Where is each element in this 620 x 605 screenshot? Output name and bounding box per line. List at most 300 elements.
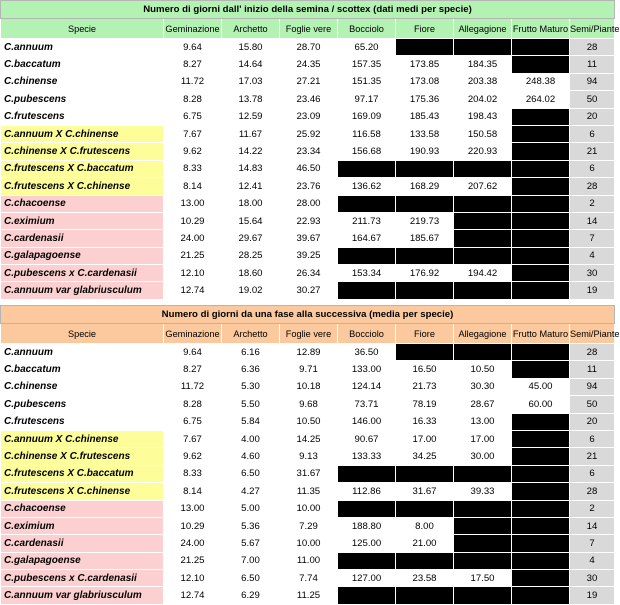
value-cell: 19.02 — [222, 282, 280, 299]
value-cell: 28.70 — [280, 39, 338, 56]
species-name: C.eximium — [1, 517, 164, 534]
table-row — [1, 212, 615, 229]
value-cell: 127.00 — [338, 570, 396, 587]
value-cell: 8.28 — [164, 91, 222, 108]
value-cell: 194.42 — [454, 265, 512, 282]
table-row — [1, 282, 615, 299]
species-name: C.frutescens X C.chinense — [1, 483, 164, 500]
value-cell: 188.80 — [338, 517, 396, 534]
value-cell: 5.50 — [222, 396, 280, 413]
header-row — [1, 324, 615, 344]
table-row — [1, 500, 615, 517]
table-row — [1, 483, 615, 500]
table-row — [1, 448, 615, 465]
species-name: C.annuum — [1, 344, 164, 361]
value-cell: 29.67 — [222, 230, 280, 247]
value-cell: 24.00 — [164, 535, 222, 552]
value-cell: 176.92 — [396, 265, 454, 282]
column-header: Bocciolo — [338, 324, 396, 344]
value-cell: 8.27 — [164, 56, 222, 73]
value-cell: 30.30 — [454, 378, 512, 395]
value-cell: 39.33 — [454, 483, 512, 500]
empty-cell — [512, 361, 570, 378]
value-cell: 65.20 — [338, 39, 396, 56]
value-cell: 150.58 — [454, 125, 512, 142]
table-row — [1, 413, 615, 430]
value-cell: 11.72 — [164, 73, 222, 90]
value-cell: 173.85 — [396, 56, 454, 73]
value-cell: 9.68 — [280, 396, 338, 413]
species-name: C.pubescens — [1, 91, 164, 108]
value-cell: 21.73 — [396, 378, 454, 395]
table-row — [1, 396, 615, 413]
value-cell: 190.93 — [396, 143, 454, 160]
value-cell: 4.60 — [222, 448, 280, 465]
empty-cell — [396, 39, 454, 56]
value-cell: 6.50 — [222, 465, 280, 482]
value-cell: 156.68 — [338, 143, 396, 160]
value-cell: 125.00 — [338, 535, 396, 552]
seed-count-cell: 28 — [570, 39, 615, 56]
value-cell: 264.02 — [512, 91, 570, 108]
value-cell: 15.64 — [222, 212, 280, 229]
value-cell: 8.14 — [164, 483, 222, 500]
seed-count-cell: 28 — [570, 483, 615, 500]
species-name: C.annuum — [1, 39, 164, 56]
column-header: Foglie vere — [280, 19, 338, 39]
value-cell: 34.25 — [396, 448, 454, 465]
value-cell: 97.17 — [338, 91, 396, 108]
value-cell: 8.33 — [164, 160, 222, 177]
value-cell: 16.50 — [396, 361, 454, 378]
value-cell: 23.09 — [280, 108, 338, 125]
value-cell: 211.73 — [338, 212, 396, 229]
value-cell: 11.35 — [280, 483, 338, 500]
value-cell: 21.25 — [164, 247, 222, 264]
value-cell: 10.29 — [164, 517, 222, 534]
table-row — [1, 570, 615, 587]
value-cell: 7.29 — [280, 517, 338, 534]
value-cell: 8.27 — [164, 361, 222, 378]
species-name: C.annuum X C.chinense — [1, 430, 164, 447]
value-cell: 169.09 — [338, 108, 396, 125]
value-cell: 30.27 — [280, 282, 338, 299]
column-header: Foglie vere — [280, 324, 338, 344]
value-cell: 60.00 — [512, 396, 570, 413]
value-cell: 8.33 — [164, 465, 222, 482]
column-header: Allegagione — [454, 19, 512, 39]
value-cell: 12.10 — [164, 570, 222, 587]
empty-cell — [512, 195, 570, 212]
empty-cell — [512, 143, 570, 160]
empty-cell — [512, 552, 570, 569]
seed-count-cell: 19 — [570, 282, 615, 299]
species-name: C.baccatum — [1, 361, 164, 378]
species-name: C.frutescens X C.baccatum — [1, 465, 164, 482]
species-name: C.frutescens X C.chinense — [1, 178, 164, 195]
value-cell: 23.76 — [280, 178, 338, 195]
value-cell: 6.36 — [222, 361, 280, 378]
value-cell: 4.00 — [222, 430, 280, 447]
seed-count-cell: 2 — [570, 500, 615, 517]
column-header: Geminazione — [164, 19, 222, 39]
seed-count-cell: 94 — [570, 378, 615, 395]
empty-cell — [512, 465, 570, 482]
value-cell: 26.34 — [280, 265, 338, 282]
table-row — [1, 56, 615, 73]
table-title: Numero di giorni da una fase alla successiva (media per specie) — [1, 306, 615, 324]
species-name: C.baccatum — [1, 56, 164, 73]
empty-cell — [512, 178, 570, 195]
seed-count-cell: 14 — [570, 212, 615, 229]
table-row — [1, 265, 615, 282]
table-title: Numero di giorni dall' inizio della semina / scottex (dati medi per specie) — [1, 1, 615, 19]
table-row — [1, 108, 615, 125]
value-cell: 9.13 — [280, 448, 338, 465]
value-cell: 6.50 — [222, 570, 280, 587]
value-cell: 136.62 — [338, 178, 396, 195]
column-header: Semi/Piante — [570, 324, 615, 344]
species-name: C.galapagoense — [1, 552, 164, 569]
column-header: Frutto Maturo — [512, 324, 570, 344]
value-cell: 11.72 — [164, 378, 222, 395]
species-name: C.annuum X C.chinense — [1, 125, 164, 142]
value-cell: 112.86 — [338, 483, 396, 500]
empty-cell — [454, 282, 512, 299]
empty-cell — [396, 500, 454, 517]
value-cell: 11.25 — [280, 587, 338, 604]
value-cell: 184.35 — [454, 56, 512, 73]
empty-cell — [338, 552, 396, 569]
column-header: Geminazione — [164, 324, 222, 344]
value-cell: 124.14 — [338, 378, 396, 395]
table-row — [1, 535, 615, 552]
value-cell: 7.67 — [164, 430, 222, 447]
empty-cell — [338, 195, 396, 212]
value-cell: 22.93 — [280, 212, 338, 229]
table-row — [1, 361, 615, 378]
table-row — [1, 587, 615, 604]
empty-cell — [512, 160, 570, 177]
empty-cell — [338, 247, 396, 264]
species-name: C.cardenasii — [1, 230, 164, 247]
value-cell: 31.67 — [396, 483, 454, 500]
value-cell: 13.00 — [454, 413, 512, 430]
value-cell: 5.67 — [222, 535, 280, 552]
species-name: C.galapagoense — [1, 247, 164, 264]
value-cell: 204.02 — [454, 91, 512, 108]
value-cell: 23.34 — [280, 143, 338, 160]
value-cell: 39.67 — [280, 230, 338, 247]
empty-cell — [454, 230, 512, 247]
value-cell: 10.00 — [280, 500, 338, 517]
value-cell: 157.35 — [338, 56, 396, 73]
column-header: Specie — [1, 324, 164, 344]
column-header: Allegagione — [454, 324, 512, 344]
value-cell: 30.00 — [454, 448, 512, 465]
seed-count-cell: 11 — [570, 56, 615, 73]
species-name: C.pubescens x C.cardenasii — [1, 570, 164, 587]
seed-count-cell: 6 — [570, 160, 615, 177]
empty-cell — [396, 552, 454, 569]
value-cell: 78.19 — [396, 396, 454, 413]
seed-count-cell: 4 — [570, 552, 615, 569]
empty-cell — [512, 125, 570, 142]
table-days-from-sowing — [0, 0, 620, 300]
species-name: C.annuum var glabriusculum — [1, 282, 164, 299]
value-cell: 4.27 — [222, 483, 280, 500]
table-row — [1, 125, 615, 142]
value-cell: 12.89 — [280, 344, 338, 361]
value-cell: 5.84 — [222, 413, 280, 430]
empty-cell — [512, 265, 570, 282]
seed-count-cell: 7 — [570, 535, 615, 552]
table-row — [1, 91, 615, 108]
empty-cell — [396, 344, 454, 361]
value-cell: 28.67 — [454, 396, 512, 413]
value-cell: 9.64 — [164, 344, 222, 361]
seed-count-cell: 94 — [570, 73, 615, 90]
table-row — [1, 39, 615, 56]
empty-cell — [454, 195, 512, 212]
value-cell: 18.00 — [222, 195, 280, 212]
value-cell: 164.67 — [338, 230, 396, 247]
table-row — [1, 517, 615, 534]
value-cell: 9.62 — [164, 448, 222, 465]
empty-cell — [396, 465, 454, 482]
value-cell: 10.18 — [280, 378, 338, 395]
empty-cell — [512, 500, 570, 517]
empty-cell — [454, 39, 512, 56]
column-header: Fiore — [396, 19, 454, 39]
empty-cell — [338, 160, 396, 177]
value-cell: 18.60 — [222, 265, 280, 282]
table-row — [1, 73, 615, 90]
value-cell: 5.30 — [222, 378, 280, 395]
value-cell: 28.25 — [222, 247, 280, 264]
empty-cell — [454, 535, 512, 552]
empty-cell — [454, 465, 512, 482]
value-cell: 133.33 — [338, 448, 396, 465]
value-cell: 175.36 — [396, 91, 454, 108]
seed-count-cell: 21 — [570, 143, 615, 160]
value-cell: 151.35 — [338, 73, 396, 90]
seed-count-cell: 11 — [570, 361, 615, 378]
empty-cell — [338, 282, 396, 299]
empty-cell — [454, 587, 512, 604]
seed-count-cell: 4 — [570, 247, 615, 264]
empty-cell — [396, 247, 454, 264]
value-cell: 6.75 — [164, 108, 222, 125]
header-row — [1, 19, 615, 39]
value-cell: 17.03 — [222, 73, 280, 90]
empty-cell — [396, 282, 454, 299]
species-name: C.chinense — [1, 378, 164, 395]
column-header: Archetto — [222, 19, 280, 39]
value-cell: 14.64 — [222, 56, 280, 73]
empty-cell — [512, 587, 570, 604]
table-days-between-phases — [0, 305, 620, 605]
value-cell: 90.67 — [338, 430, 396, 447]
empty-cell — [512, 535, 570, 552]
species-name: C.cardenasii — [1, 535, 164, 552]
seed-count-cell: 2 — [570, 195, 615, 212]
seed-count-cell: 20 — [570, 413, 615, 430]
value-cell: 153.34 — [338, 265, 396, 282]
value-cell: 146.00 — [338, 413, 396, 430]
value-cell: 173.08 — [396, 73, 454, 90]
empty-cell — [454, 212, 512, 229]
value-cell: 15.80 — [222, 39, 280, 56]
value-cell: 9.64 — [164, 39, 222, 56]
value-cell: 8.28 — [164, 396, 222, 413]
value-cell: 10.00 — [280, 535, 338, 552]
value-cell: 28.00 — [280, 195, 338, 212]
value-cell: 8.00 — [396, 517, 454, 534]
value-cell: 13.00 — [164, 195, 222, 212]
empty-cell — [338, 465, 396, 482]
value-cell: 9.71 — [280, 361, 338, 378]
table-row — [1, 143, 615, 160]
value-cell: 198.43 — [454, 108, 512, 125]
column-header: Frutto Maturo — [512, 19, 570, 39]
table-row — [1, 247, 615, 264]
value-cell: 6.29 — [222, 587, 280, 604]
value-cell: 12.10 — [164, 265, 222, 282]
value-cell: 24.00 — [164, 230, 222, 247]
value-cell: 11.67 — [222, 125, 280, 142]
value-cell: 24.35 — [280, 56, 338, 73]
column-header: Fiore — [396, 324, 454, 344]
empty-cell — [338, 500, 396, 517]
value-cell: 5.00 — [222, 500, 280, 517]
value-cell: 10.50 — [454, 361, 512, 378]
empty-cell — [454, 344, 512, 361]
species-name: C.frutescens — [1, 108, 164, 125]
value-cell: 17.00 — [454, 430, 512, 447]
value-cell: 10.29 — [164, 212, 222, 229]
seed-count-cell: 20 — [570, 108, 615, 125]
species-name: C.chacoense — [1, 195, 164, 212]
empty-cell — [512, 56, 570, 73]
value-cell: 12.74 — [164, 587, 222, 604]
value-cell: 11.00 — [280, 552, 338, 569]
value-cell: 207.62 — [454, 178, 512, 195]
species-name: C.chinense X C.frutescens — [1, 448, 164, 465]
value-cell: 14.25 — [280, 430, 338, 447]
seed-count-cell: 30 — [570, 570, 615, 587]
value-cell: 31.67 — [280, 465, 338, 482]
empty-cell — [512, 344, 570, 361]
value-cell: 13.78 — [222, 91, 280, 108]
seed-count-cell: 14 — [570, 517, 615, 534]
value-cell: 39.25 — [280, 247, 338, 264]
empty-cell — [454, 552, 512, 569]
value-cell: 14.83 — [222, 160, 280, 177]
table-row — [1, 178, 615, 195]
value-cell: 36.50 — [338, 344, 396, 361]
value-cell: 7.67 — [164, 125, 222, 142]
empty-cell — [454, 247, 512, 264]
value-cell: 45.00 — [512, 378, 570, 395]
value-cell: 6.16 — [222, 344, 280, 361]
value-cell: 21.00 — [396, 535, 454, 552]
seed-count-cell: 28 — [570, 178, 615, 195]
table-row — [1, 430, 615, 447]
empty-cell — [512, 570, 570, 587]
value-cell: 7.74 — [280, 570, 338, 587]
species-name: C.annuum var glabriusculum — [1, 587, 164, 604]
table-row — [1, 230, 615, 247]
empty-cell — [512, 108, 570, 125]
species-name: C.chinense X C.frutescens — [1, 143, 164, 160]
value-cell: 9.62 — [164, 143, 222, 160]
species-name: C.pubescens x C.cardenasii — [1, 265, 164, 282]
column-header: Archetto — [222, 324, 280, 344]
value-cell: 8.14 — [164, 178, 222, 195]
value-cell: 27.21 — [280, 73, 338, 90]
empty-cell — [454, 500, 512, 517]
value-cell: 73.71 — [338, 396, 396, 413]
value-cell: 13.00 — [164, 500, 222, 517]
value-cell: 185.43 — [396, 108, 454, 125]
column-header: Bocciolo — [338, 19, 396, 39]
seed-count-cell: 50 — [570, 91, 615, 108]
value-cell: 220.93 — [454, 143, 512, 160]
value-cell: 23.46 — [280, 91, 338, 108]
value-cell: 17.50 — [454, 570, 512, 587]
empty-cell — [512, 430, 570, 447]
value-cell: 12.59 — [222, 108, 280, 125]
empty-cell — [396, 587, 454, 604]
value-cell: 46.50 — [280, 160, 338, 177]
value-cell: 7.00 — [222, 552, 280, 569]
value-cell: 248.38 — [512, 73, 570, 90]
value-cell: 10.50 — [280, 413, 338, 430]
value-cell: 16.33 — [396, 413, 454, 430]
seed-count-cell: 21 — [570, 448, 615, 465]
value-cell: 219.73 — [396, 212, 454, 229]
value-cell: 203.38 — [454, 73, 512, 90]
empty-cell — [512, 483, 570, 500]
seed-count-cell: 30 — [570, 265, 615, 282]
value-cell: 12.74 — [164, 282, 222, 299]
value-cell: 6.75 — [164, 413, 222, 430]
table-row — [1, 160, 615, 177]
seed-count-cell: 6 — [570, 125, 615, 142]
empty-cell — [512, 448, 570, 465]
column-header: Semi/Piante — [570, 19, 615, 39]
empty-cell — [454, 160, 512, 177]
empty-cell — [512, 39, 570, 56]
species-name: C.pubescens — [1, 396, 164, 413]
table-row — [1, 378, 615, 395]
table-row — [1, 344, 615, 361]
table-row — [1, 552, 615, 569]
value-cell: 14.22 — [222, 143, 280, 160]
column-header: Specie — [1, 19, 164, 39]
table-row — [1, 195, 615, 212]
species-name: C.chinense — [1, 73, 164, 90]
value-cell: 23.58 — [396, 570, 454, 587]
seed-count-cell: 50 — [570, 396, 615, 413]
empty-cell — [512, 230, 570, 247]
seed-count-cell: 19 — [570, 587, 615, 604]
value-cell: 21.25 — [164, 552, 222, 569]
table-row — [1, 465, 615, 482]
value-cell: 133.00 — [338, 361, 396, 378]
empty-cell — [512, 247, 570, 264]
